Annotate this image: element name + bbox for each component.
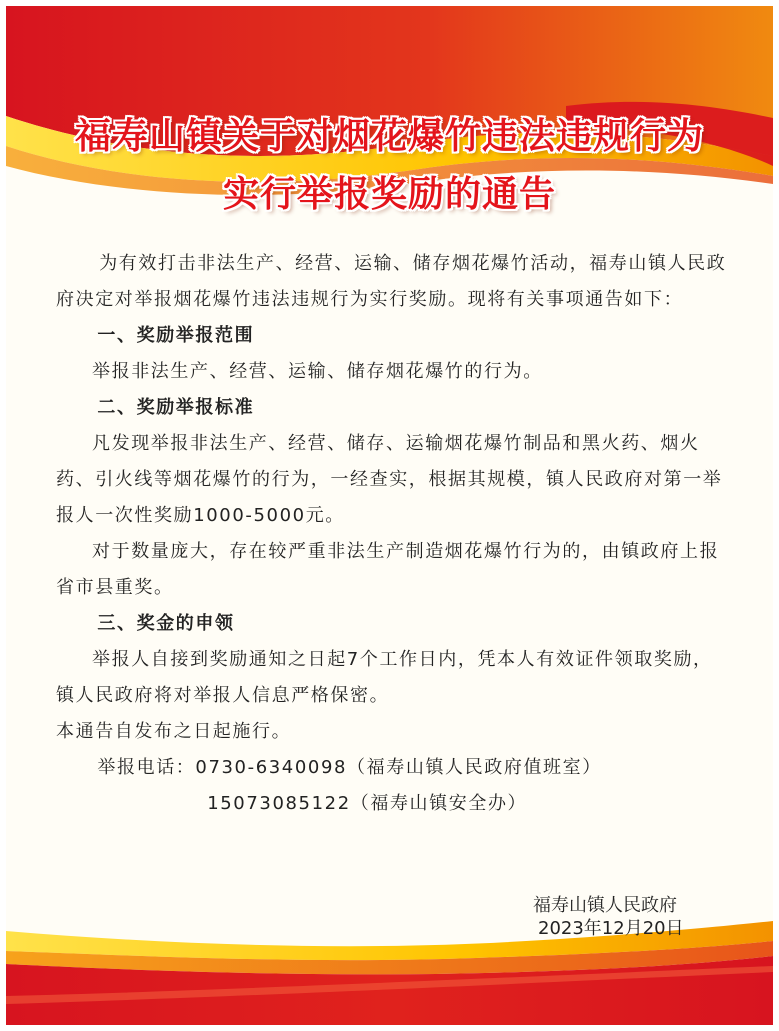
section1-heading: 一、奖励举报范围 xyxy=(97,325,255,346)
signature-org: 福寿山镇人民政府 xyxy=(533,895,677,916)
signature-date: 2023年12月20日 xyxy=(538,918,684,939)
effective-statement: 本通告自发布之日起施行。 xyxy=(56,721,292,742)
section3-text: 举报人自接到奖励通知之日起7个工作日内，凭本人有效证件领取奖励，镇人民政府将对举报人信息严格保密。 xyxy=(56,649,713,706)
contact-phone-line1: 举报电话：0730-6340098（福寿山镇人民政府值班室） xyxy=(97,757,602,778)
notice-title-line2: 实行举报奖励的通告 xyxy=(222,174,556,215)
section2-text1: 凡发现举报非法生产、经营、储存、运输烟花爆竹制品和黑火药、烟火药、引火线等烟花爆竹的行为，一经查实，根据其规模，镇人民政府对第一举报人一次性奖励1000-5000元。 xyxy=(56,433,723,526)
section2-heading: 二、奖励举报标准 xyxy=(97,397,255,418)
contact-phone-line2: 15073085122（福寿山镇安全办） xyxy=(207,793,528,814)
section1-text: 举报非法生产、经营、运输、储存烟花爆竹的行为。 xyxy=(92,361,543,382)
intro-paragraph: 为有效打击非法生产、经营、运输、储存烟花爆竹活动，福寿山镇人民政府决定对举报烟花爆竹违法违规行为实行奖励。现将有关事项通告如下： xyxy=(56,253,727,310)
notice-title-line1: 福寿山镇关于对烟花爆竹违法违规行为 xyxy=(74,116,704,157)
section3-heading: 三、奖金的申领 xyxy=(97,613,235,634)
section2-text2: 对于数量庞大，存在较严重非法生产制造烟花爆竹行为的，由镇政府上报省市县重奖。 xyxy=(56,541,720,598)
notice-poster xyxy=(6,6,773,1025)
notice-body xyxy=(56,246,728,822)
